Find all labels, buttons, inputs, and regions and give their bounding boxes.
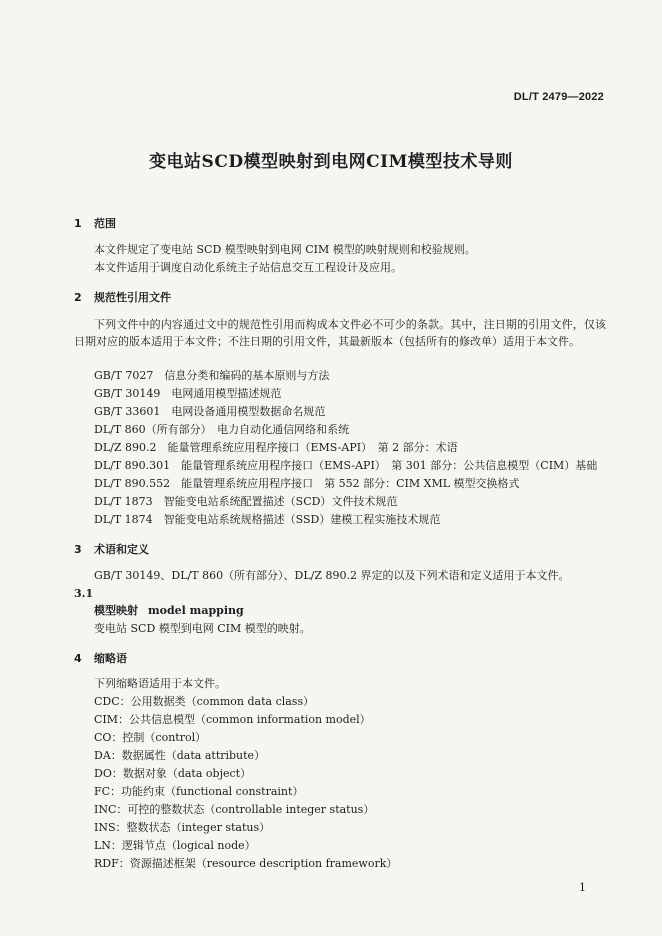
section-3-heading	[74, 541, 149, 557]
term-definition: 变电站 SCD 模型到电网 CIM 模型的映射。	[94, 622, 311, 635]
scope-line-1: 本文件规定了变电站 SCD 模型映射到电网 CIM 模型的映射规则和校验规则。	[94, 243, 476, 256]
abbreviation-item: DO：数据对象（data object）	[94, 767, 252, 780]
section-number: 1	[74, 217, 82, 230]
abbreviation-item: INS：整数状态（integer status）	[94, 821, 271, 834]
section-2-heading	[74, 289, 171, 305]
section-1-heading	[74, 215, 116, 231]
term-entry	[94, 604, 244, 618]
reference-item: DL/Z 890.2 能量管理系统应用程序接口（EMS-API） 第 2 部分：术语	[94, 441, 458, 454]
scope-line-2: 本文件适用于调度自动化系统主子站信息交互工程设计及应用。	[94, 261, 402, 274]
reference-item: GB/T 7027 信息分类和编码的基本原则与方法	[94, 369, 330, 382]
abbreviation-item: CO：控制（control）	[94, 731, 207, 744]
abbreviations-intro: 下列缩略语适用于本文件。	[94, 677, 226, 690]
reference-item: GB/T 33601 电网设备通用模型数据命名规范	[94, 405, 326, 418]
section-number: 2	[74, 291, 82, 304]
abbreviation-item: DA：数据属性（data attribute）	[94, 749, 266, 762]
reference-item: DL/T 1874 智能变电站系统规格描述（SSD）建模工程实施技术规范	[94, 513, 441, 526]
section-title: 规范性引用文件	[94, 291, 171, 304]
reference-item: GB/T 30149 电网通用模型描述规范	[94, 387, 282, 400]
section-number: 3	[74, 543, 82, 556]
section-title: 范围	[94, 217, 116, 230]
section-4-heading	[74, 650, 127, 666]
term-chinese: 模型映射	[94, 604, 138, 617]
abbreviation-item: FC：功能约束（functional constraint）	[94, 785, 304, 798]
abbreviation-item: LN：逻辑节点（logical node）	[94, 839, 256, 852]
page-number: 1	[579, 881, 586, 894]
reference-item: DL/T 860（所有部分） 电力自动化通信网络和系统	[94, 423, 350, 436]
subsection-number: 3.1	[74, 587, 94, 600]
reference-item: DL/T 890.301 能量管理系统应用程序接口（EMS-API） 第 301 部分：公共信息模型（CIM）基础	[94, 459, 598, 472]
abbreviation-item: RDF：资源描述框架（resource description framework）	[94, 857, 398, 870]
section-title: 术语和定义	[94, 543, 149, 556]
abbreviation-item: INC：可控的整数状态（controllable integer status）	[94, 803, 375, 816]
references-intro: 下列文件中的内容通过文中的规范性引用而构成本文件必不可少的条款。其中，注日期的引用文件，仅该日期对应的版本适用于本文件；不注日期的引用文件，其最新版本（包括所有的修改单）适用于本文件。	[74, 318, 606, 348]
document-title: 变电站SCD模型映射到电网CIM模型技术导则	[149, 152, 513, 172]
standard-code: DL/T 2479—2022	[513, 91, 604, 103]
section-number: 4	[74, 652, 82, 665]
abbreviation-item: CIM：公共信息模型（common information model）	[94, 713, 371, 726]
reference-item: DL/T 890.552 能量管理系统应用程序接口 第 552 部分：CIM XML 模型交换格式	[94, 477, 520, 490]
reference-item: DL/T 1873 智能变电站系统配置描述（SCD）文件技术规范	[94, 495, 398, 508]
section-title: 缩略语	[94, 652, 127, 665]
terms-intro: GB/T 30149、DL/T 860（所有部分）、DL/Z 890.2 界定的以及下列术语和定义适用于本文件。	[94, 569, 570, 582]
term-english: model mapping	[148, 604, 244, 617]
abbreviation-item: CDC：公用数据类（common data class）	[94, 695, 315, 708]
